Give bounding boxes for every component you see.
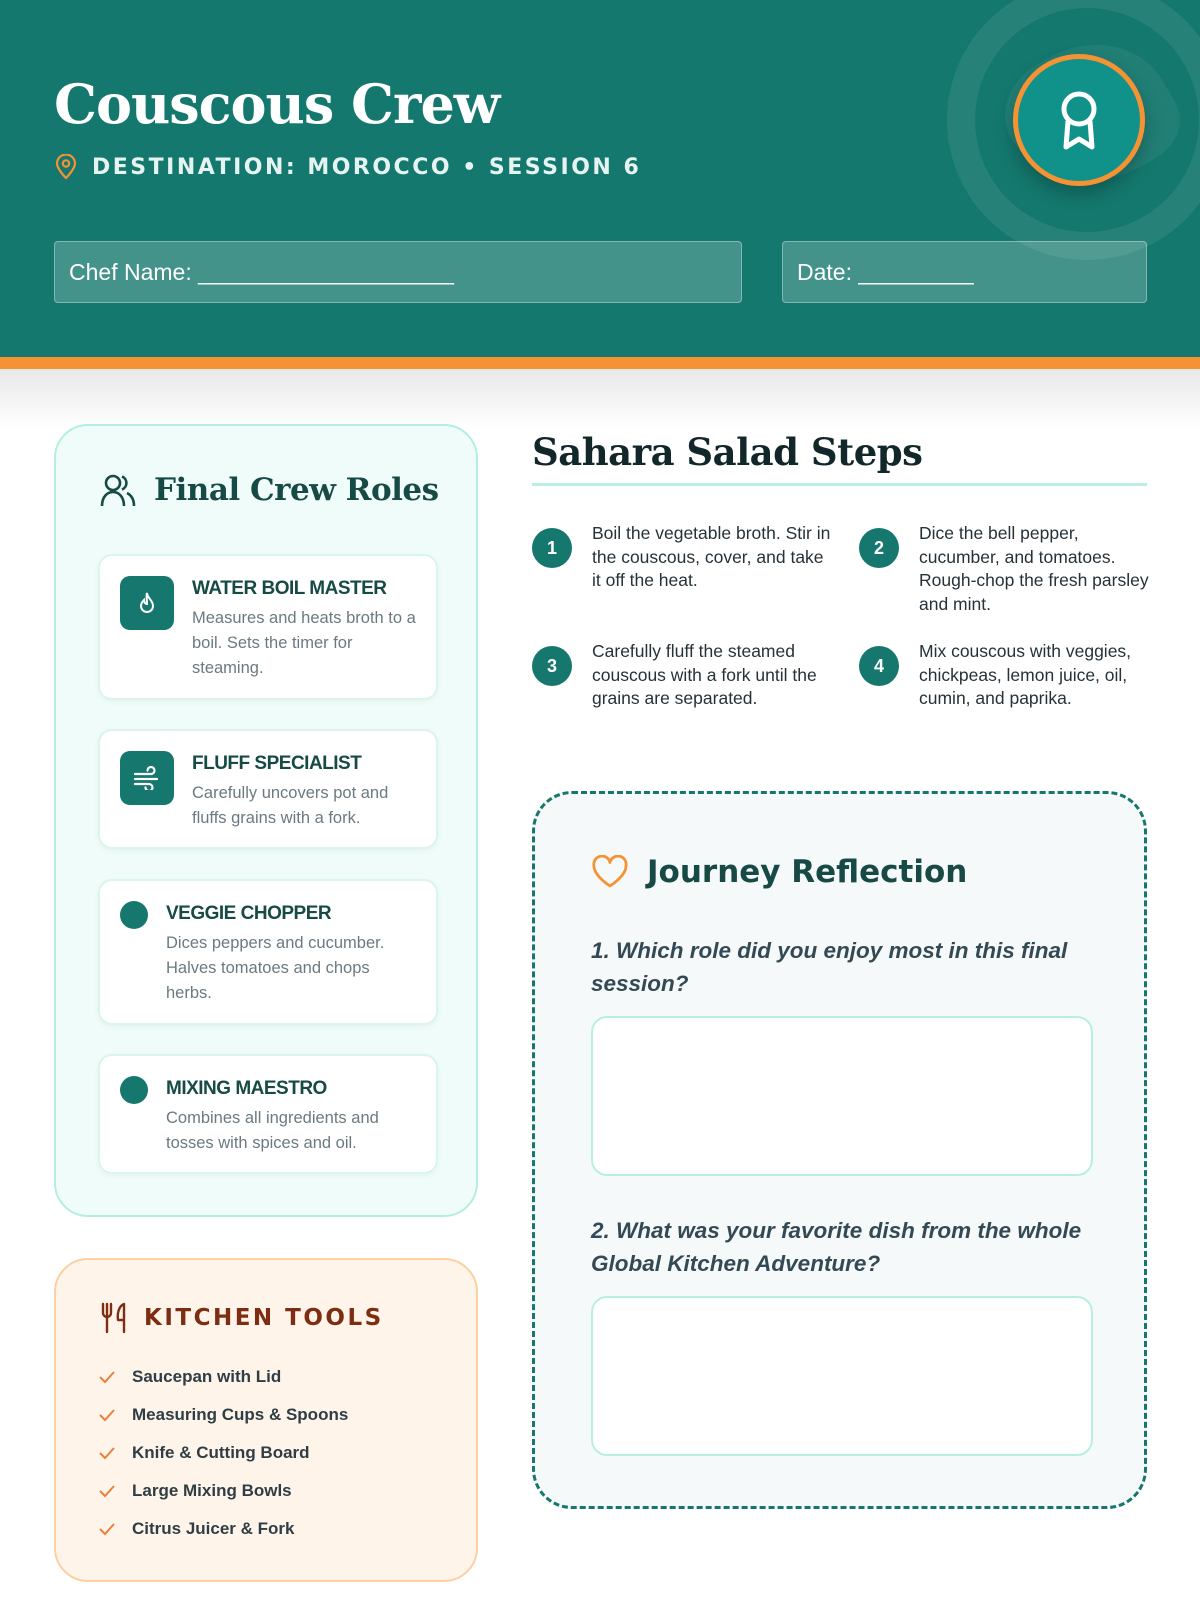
date-field[interactable]: Date: _________	[782, 241, 1147, 303]
steps-divider	[532, 483, 1147, 486]
chef-name-field[interactable]: Chef Name: ____________________	[54, 241, 742, 303]
role-bullet-dot	[120, 1076, 148, 1104]
step-number: 4	[859, 646, 899, 686]
role-description: Carefully uncovers pot and fluffs grains with a fork.	[192, 784, 389, 827]
role-description: Combines all ingredients and tosses with spices and oil.	[166, 1109, 379, 1152]
tool-label: Citrus Juicer & Fork	[132, 1519, 295, 1538]
session-subtitle	[54, 154, 641, 180]
reflection-question-1: 1. Which role did you enjoy most in this final session?	[591, 938, 1068, 996]
step-text: Boil the vegetable broth. Stir in the couscous, cover, and take it off the heat.	[592, 523, 831, 590]
step-number: 3	[532, 646, 572, 686]
flame-icon	[120, 576, 174, 630]
reflection-answer-2[interactable]	[591, 1296, 1093, 1456]
tool-label: Knife & Cutting Board	[132, 1443, 310, 1462]
subtitle-text: DESTINATION: MOROCCO • SESSION 6	[92, 154, 642, 180]
heart-icon	[591, 855, 629, 889]
step-text: Carefully fluff the steamed couscous with a fork until the grains are separated.	[592, 641, 817, 708]
roles-heading-text: Final Crew Roles	[154, 472, 439, 508]
role-card-mixing-maestro	[98, 1054, 438, 1174]
check-icon	[98, 1484, 116, 1498]
check-icon	[98, 1522, 116, 1536]
role-description: Dices peppers and cucumber. Halves tomatoes and chops herbs.	[166, 934, 385, 1002]
tools-heading	[100, 1302, 384, 1334]
step-number: 2	[859, 528, 899, 568]
role-card-water-boil-master	[98, 554, 438, 700]
role-title: WATER BOIL MASTER	[192, 578, 387, 599]
reflection-answer-1[interactable]	[591, 1016, 1093, 1176]
kitchen-tools-card	[54, 1258, 478, 1582]
role-bullet-dot	[120, 901, 148, 929]
award-badge	[1013, 54, 1145, 186]
reflection-question-2: 2. What was your favorite dish from the whole Global Kitchen Adventure?	[591, 1218, 1082, 1276]
tool-label: Measuring Cups & Spoons	[132, 1405, 349, 1424]
role-description: Measures and heats broth to a boil. Sets the timer for steaming.	[192, 609, 416, 677]
reflection-heading-text: Journey Reflection	[647, 854, 968, 890]
tool-label: Saucepan with Lid	[132, 1367, 282, 1386]
check-icon	[98, 1370, 116, 1384]
step-number: 1	[532, 528, 572, 568]
roles-heading	[100, 472, 439, 508]
role-card-veggie-chopper	[98, 879, 438, 1025]
tools-heading-text: KITCHEN TOOLS	[144, 1305, 384, 1331]
reflection-heading	[591, 854, 967, 890]
journey-reflection-card	[532, 791, 1147, 1509]
location-pin-icon	[54, 154, 78, 180]
tool-item	[98, 1434, 348, 1472]
role-title: FLUFF SPECIALIST	[192, 753, 362, 774]
header-accent-bar	[0, 357, 1200, 369]
tools-list	[98, 1358, 348, 1548]
step-text: Mix couscous with veggies, chickpeas, lemon juice, oil, cumin, and paprika.	[919, 641, 1132, 708]
check-icon	[98, 1446, 116, 1460]
tool-item	[98, 1472, 348, 1510]
award-ribbon-icon	[1052, 87, 1106, 153]
tool-item	[98, 1396, 348, 1434]
role-card-fluff-specialist	[98, 729, 438, 849]
role-title: VEGGIE CHOPPER	[166, 903, 332, 924]
header-banner	[0, 0, 1200, 357]
step-text: Dice the bell pepper, cucumber, and tomatoes. Rough-chop the fresh parsley and mint.	[919, 523, 1149, 614]
users-icon	[100, 472, 136, 508]
utensils-icon	[100, 1302, 130, 1334]
wind-icon	[120, 751, 174, 805]
page-title: Couscous Crew	[54, 72, 500, 136]
crew-roles-card	[54, 424, 478, 1217]
steps-heading: Sahara Salad Steps	[532, 430, 923, 474]
header-shadow	[0, 369, 1200, 429]
tool-item	[98, 1358, 348, 1396]
role-title: MIXING MAESTRO	[166, 1078, 327, 1099]
check-icon	[98, 1408, 116, 1422]
tool-label: Large Mixing Bowls	[132, 1481, 292, 1500]
tool-item	[98, 1510, 348, 1548]
